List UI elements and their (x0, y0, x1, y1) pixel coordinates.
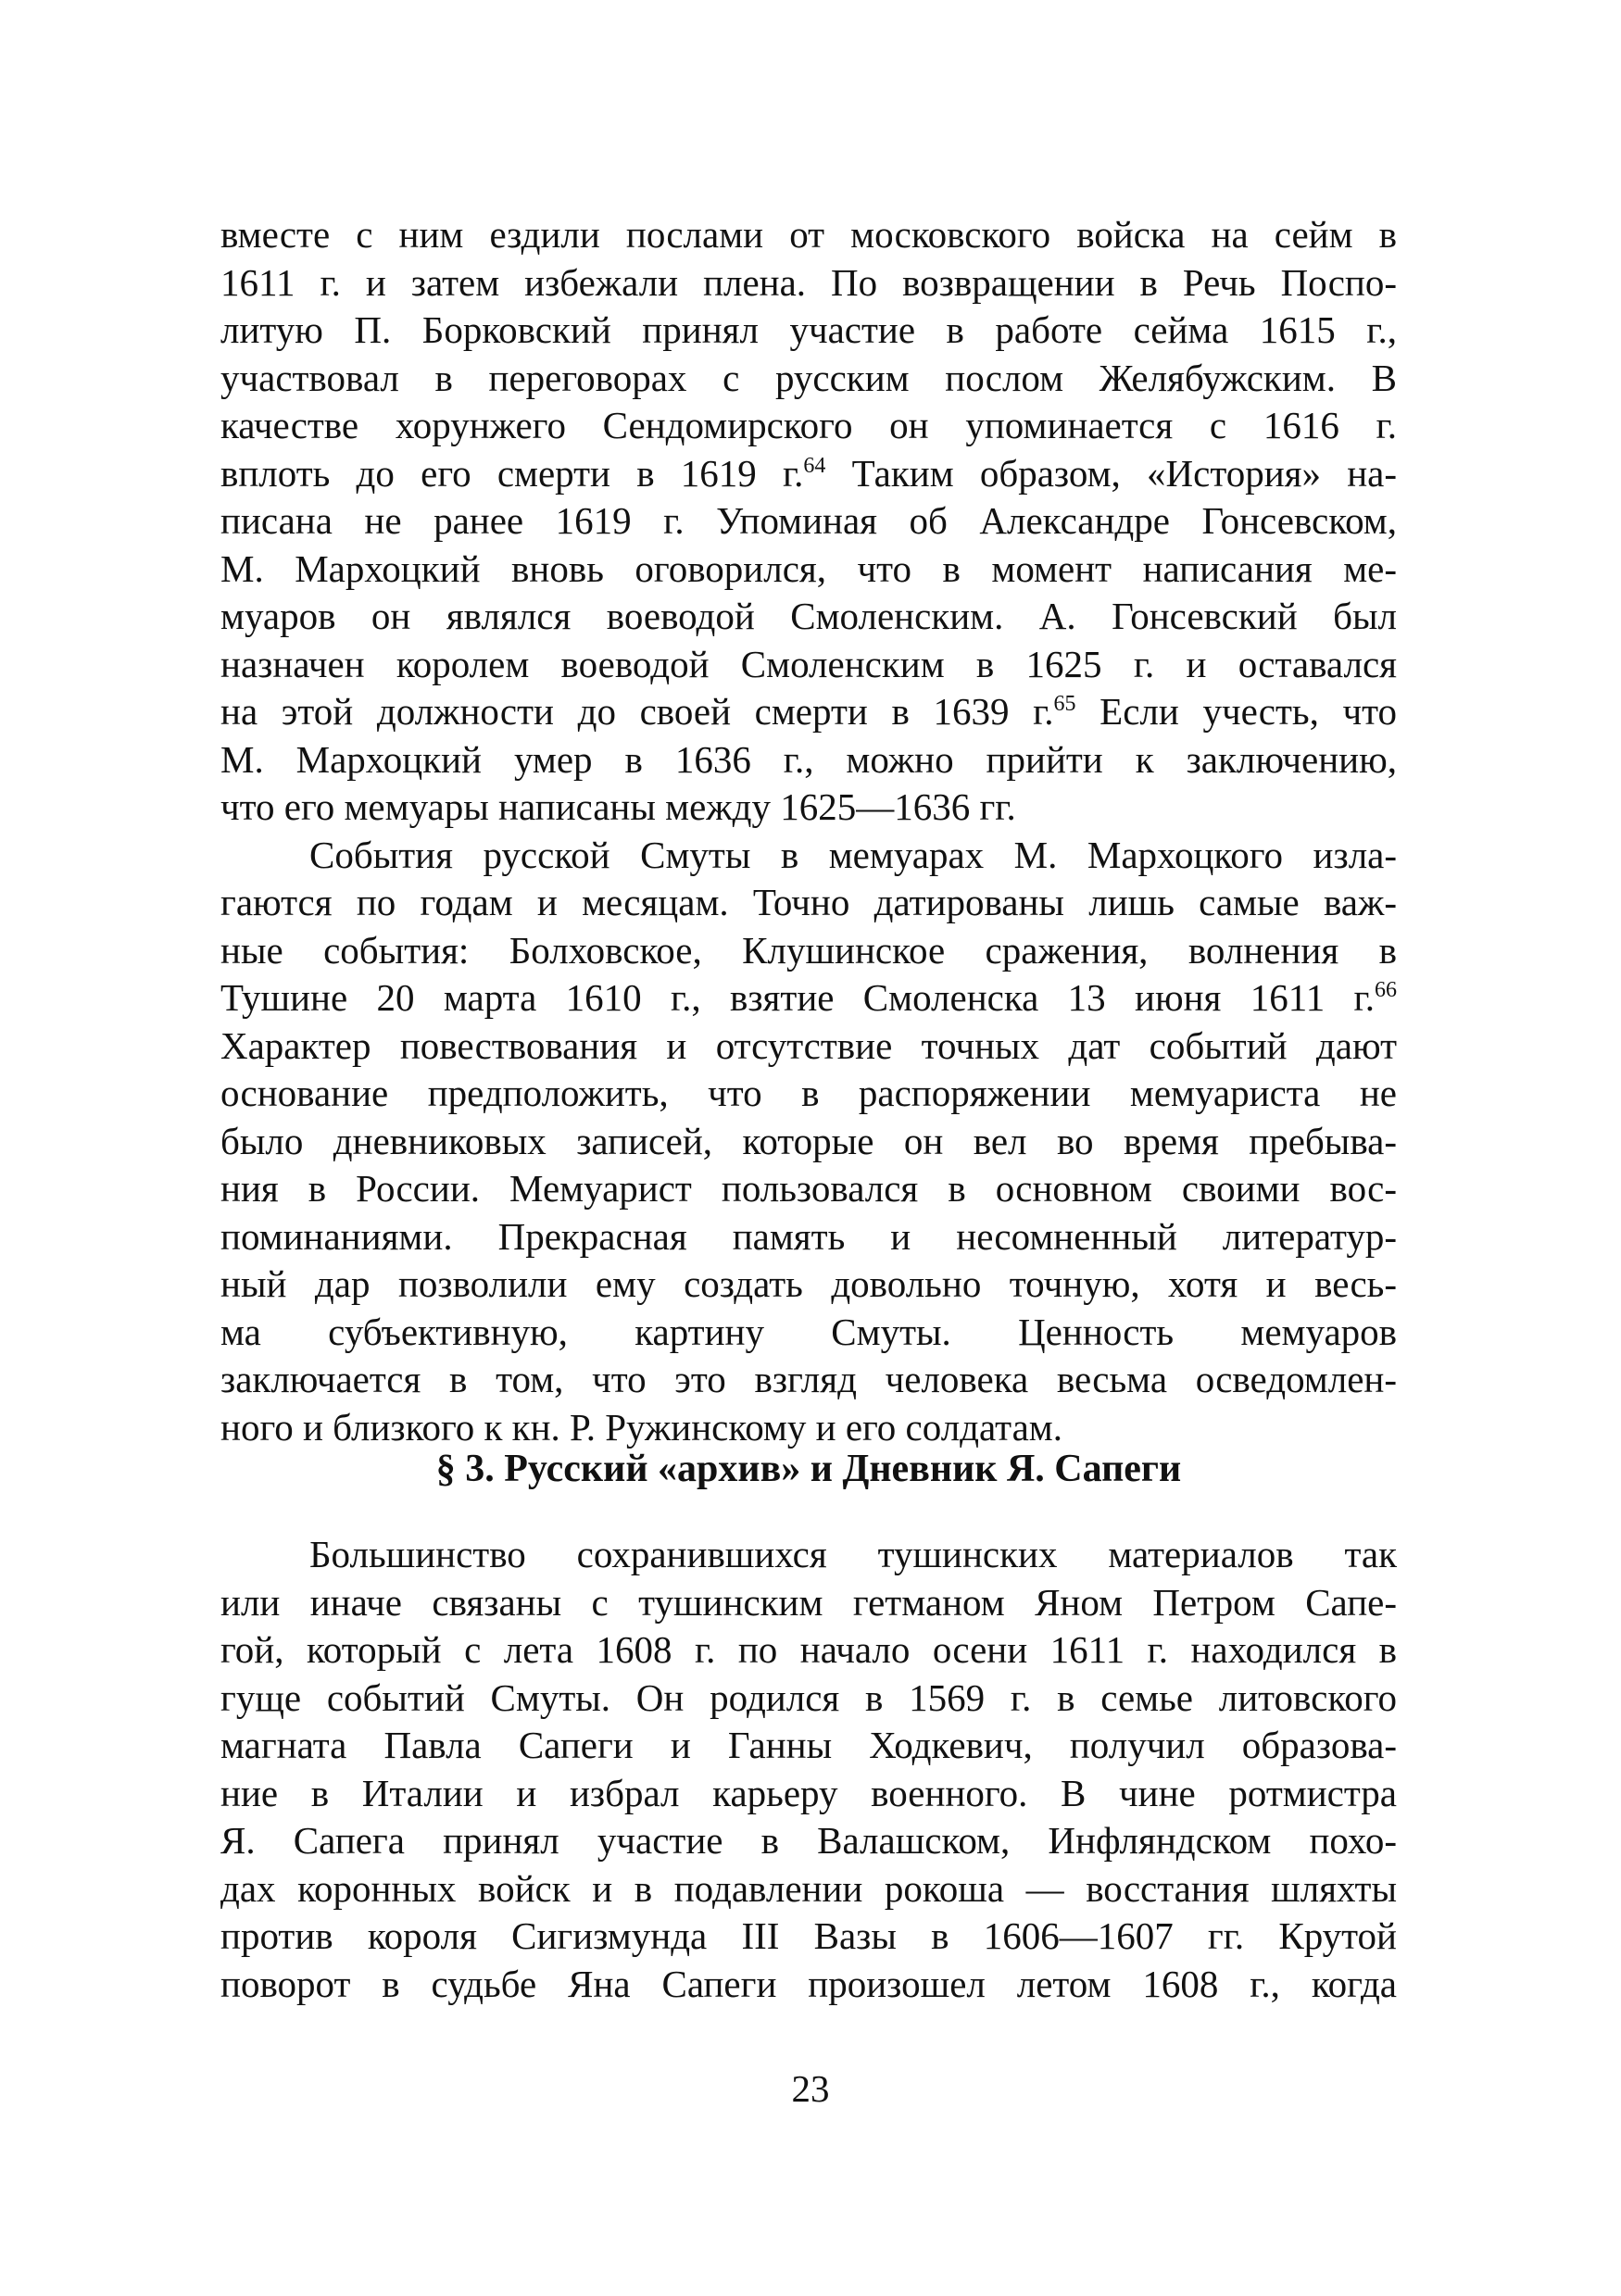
text-line: муаров он являлся воеводой Смоленским. А. Гонсевский был (220, 595, 1397, 637)
text-line: основание предположить, что в распоряжении мемуариста не (220, 1072, 1397, 1114)
text-line: поминаниями. Прекрасная память и несомненный литератур- (220, 1214, 1397, 1258)
line-text: вплоть до его смерти в 1619 г. (220, 451, 804, 495)
text-line: Большинство сохранившихся тушинских материалов так (309, 1533, 1397, 1575)
text-line: гаются по годам и месяцам. Точно датированы лишь самые важ- (220, 881, 1397, 923)
text-line: 1611 г. и затем избежали плена. По возвращении в Речь Поспо- (220, 260, 1397, 304)
text-line: писана не ранее 1619 г. Упоминая об Александре Гонсевском, (220, 499, 1397, 542)
text-line: против короля Сигизмунда III Вазы в 1606—1607 гг. Крутой (220, 1914, 1397, 1957)
line-text: Если учесть, что (1075, 690, 1397, 733)
text-line (220, 974, 1397, 1023)
text-line (220, 688, 1397, 736)
paragraph-1 (220, 211, 1397, 832)
text-line: было дневниковых записей, которые он вел во время пребыва- (220, 1119, 1397, 1162)
text-line: ного и близкого к кн. Р. Ружинскому и его солдатам. (220, 1405, 1062, 1449)
text-line: События русской Смуты в мемуарах М. Мархоцкого изла- (309, 833, 1397, 876)
text-line: вместе с ним ездили послами от московского войска на сейм в (220, 213, 1397, 256)
text-line: М. Мархоцкий умер в 1636 г., можно прийти к заключению, (220, 737, 1397, 781)
text-line: М. Мархоцкий вновь оговорился, что в момент написания ме- (220, 546, 1397, 590)
text-line: ние в Италии и избрал карьеру военного. В чине ротмистра (220, 1771, 1397, 1814)
footnote-ref-65[interactable]: 65 (1053, 692, 1076, 716)
text-line: литую П. Борковский принял участие в работе сейма 1615 г., (220, 308, 1397, 351)
line-text: Тушине 20 марта 1610 г., взятие Смоленска 13 июня 1611 г. (220, 976, 1375, 1019)
line-text: на этой должности до своей смерти в 1639 г. (220, 690, 1054, 733)
footnote-ref-64[interactable]: 64 (803, 453, 826, 478)
text-line: назначен королем воеводой Смоленским в 1625 г. и оставался (220, 642, 1397, 685)
line-text: Таким образом, «История» на- (825, 451, 1397, 495)
text-line: Характер повествования и отсутствие точных дат событий дают (220, 1023, 1397, 1067)
text-line: ма субъективную, картину Смуты. Ценность мемуаров (220, 1310, 1397, 1353)
paragraph-2 (220, 832, 1397, 1452)
text-line: ный дар позволили ему создать довольно точную, хотя и весь- (220, 1262, 1397, 1305)
paragraph-3 (220, 1531, 1397, 2008)
footnote-ref-66[interactable]: 66 (1375, 978, 1397, 1002)
text-line: гой, который с лета 1608 г. по начало осени 1611 г. находился в (220, 1628, 1397, 1671)
text-line: или иначе связаны с тушинским гетманом Яном Петром Сапе- (220, 1580, 1397, 1624)
text-line: дах коронных войск и в подавлении рокоша — восстания шляхты (220, 1866, 1397, 1910)
text-line (220, 450, 1397, 498)
text-line: ные события: Болховское, Клушинское сражения, волнения в (220, 928, 1397, 972)
text-line: участвовал в переговорах с русским послом Желябужским. В (220, 356, 1397, 399)
section-heading: § 3. Русский «архив» и Дневник Я. Сапеги (435, 1448, 1182, 1490)
document-page (220, 211, 1397, 2005)
text-line: гуще событий Смуты. Он родился в 1569 г. в семье литовского (220, 1675, 1397, 1719)
text-line: заключается в том, что это взгляд человека весьма осведомлен- (220, 1358, 1397, 1400)
text-line: ния в России. Мемуарист пользовался в основном своими вос- (220, 1167, 1397, 1210)
text-line: что его мемуары написаны между 1625—1636 гг. (220, 785, 1016, 828)
text-line: поворот в судьбе Яна Сапеги произошел летом 1608 г., когда (220, 1962, 1397, 2005)
text-line: качестве хорунжего Сендомирского он упоминается с 1616 г. (220, 404, 1397, 446)
text-line: магната Павла Сапеги и Ганны Ходкевич, получил образова- (220, 1724, 1397, 1766)
page-number: 23 (791, 2067, 830, 2110)
text-line: Я. Сапега принял участие в Валашском, Инфляндском похо- (220, 1819, 1397, 1862)
